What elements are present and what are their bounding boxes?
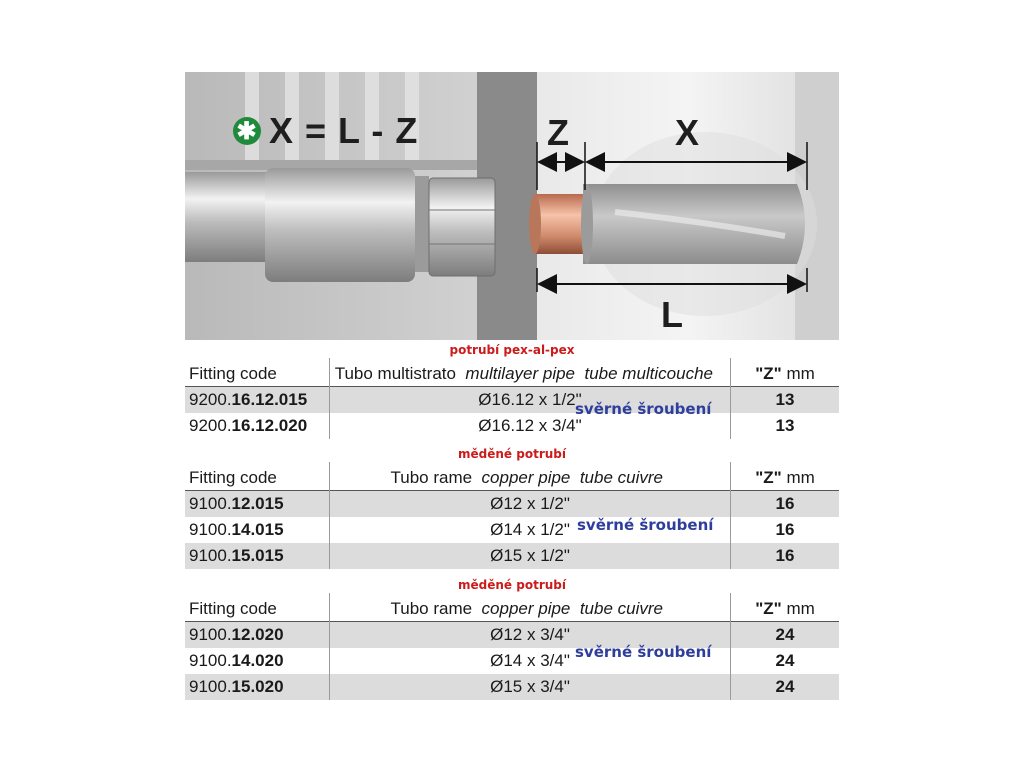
formula <box>233 110 418 152</box>
pipe-size: Ø12 x 1/2" <box>490 494 570 513</box>
table-header <box>185 593 839 622</box>
note-compression-fitting: svěrné šroubení <box>575 643 712 661</box>
table-header <box>185 462 839 491</box>
fitting-code: 9100.15.015 <box>189 546 284 565</box>
pipe-size: Ø16.12 x 3/4" <box>478 416 582 435</box>
table-copper-threequarter <box>185 593 839 700</box>
fitting-illustration <box>185 72 839 340</box>
note-compression-fitting: svěrné šroubení <box>577 516 714 534</box>
fitting-code: 9200.16.12.015 <box>189 390 308 409</box>
fitting-code: 9100.14.015 <box>189 520 284 539</box>
header-fitting-code: Fitting code <box>189 468 277 487</box>
z-value: 13 <box>775 416 795 435</box>
table-row <box>185 543 839 569</box>
header-pipe: Tubo rame copper pipe tube cuivre <box>390 468 663 487</box>
column-divider <box>730 358 731 439</box>
table-row <box>185 648 839 674</box>
table-copper-half <box>185 462 839 569</box>
table-row <box>185 387 839 413</box>
section-title-pex: potrubí pex-al-pex <box>449 343 575 357</box>
pipe-size: Ø15 x 3/4" <box>490 677 570 696</box>
header-z: "Z" mm <box>755 364 815 383</box>
table-row <box>185 674 839 700</box>
pipe-size: Ø14 x 1/2" <box>490 520 570 539</box>
table-row <box>185 517 839 543</box>
header-pipe: Tubo multistrato multilayer pipe tube multicouche <box>334 364 713 383</box>
fitting-code: 9100.12.015 <box>189 494 284 513</box>
formula-text: X = L - Z <box>269 110 419 151</box>
table-row <box>185 413 839 439</box>
column-divider <box>329 358 330 439</box>
z-value: 24 <box>775 677 795 696</box>
header-pipe: Tubo rame copper pipe tube cuivre <box>390 599 663 618</box>
section-title-copper-1: měděné potrubí <box>458 447 566 461</box>
header-fitting-code: Fitting code <box>189 599 277 618</box>
column-divider <box>730 593 731 700</box>
table-row <box>185 491 839 517</box>
section-title-copper-2: měděné potrubí <box>458 578 566 592</box>
header-z: "Z" mm <box>755 599 815 618</box>
z-value: 16 <box>775 546 795 565</box>
z-label: Z <box>547 112 569 153</box>
z-value: 13 <box>775 390 795 409</box>
table-row <box>185 622 839 648</box>
fitting-code: 9200.16.12.020 <box>189 416 308 435</box>
column-divider <box>329 462 330 569</box>
pipe-size: Ø15 x 1/2" <box>490 546 570 565</box>
x-label: X <box>675 112 700 153</box>
asterisk-icon: ✱ <box>233 117 261 145</box>
z-value: 24 <box>775 651 795 670</box>
header-z: "Z" mm <box>755 468 815 487</box>
table-header <box>185 358 839 387</box>
fitting-code: 9100.14.020 <box>189 651 284 670</box>
header-fitting-code: Fitting code <box>189 364 277 383</box>
z-value: 24 <box>775 625 795 644</box>
fitting-code: 9100.12.020 <box>189 625 284 644</box>
l-label: L <box>661 294 683 335</box>
column-divider <box>730 462 731 569</box>
pipe-size: Ø12 x 3/4" <box>490 625 570 644</box>
fitting-code: 9100.15.020 <box>189 677 284 696</box>
column-divider <box>329 593 330 700</box>
pipe-size: Ø14 x 3/4" <box>490 651 570 670</box>
pipe-size: Ø16.12 x 1/2" <box>478 390 582 409</box>
z-value: 16 <box>775 494 795 513</box>
z-value: 16 <box>775 520 795 539</box>
table-pex <box>185 358 839 439</box>
note-compression-fitting: svěrné šroubení <box>575 400 712 418</box>
